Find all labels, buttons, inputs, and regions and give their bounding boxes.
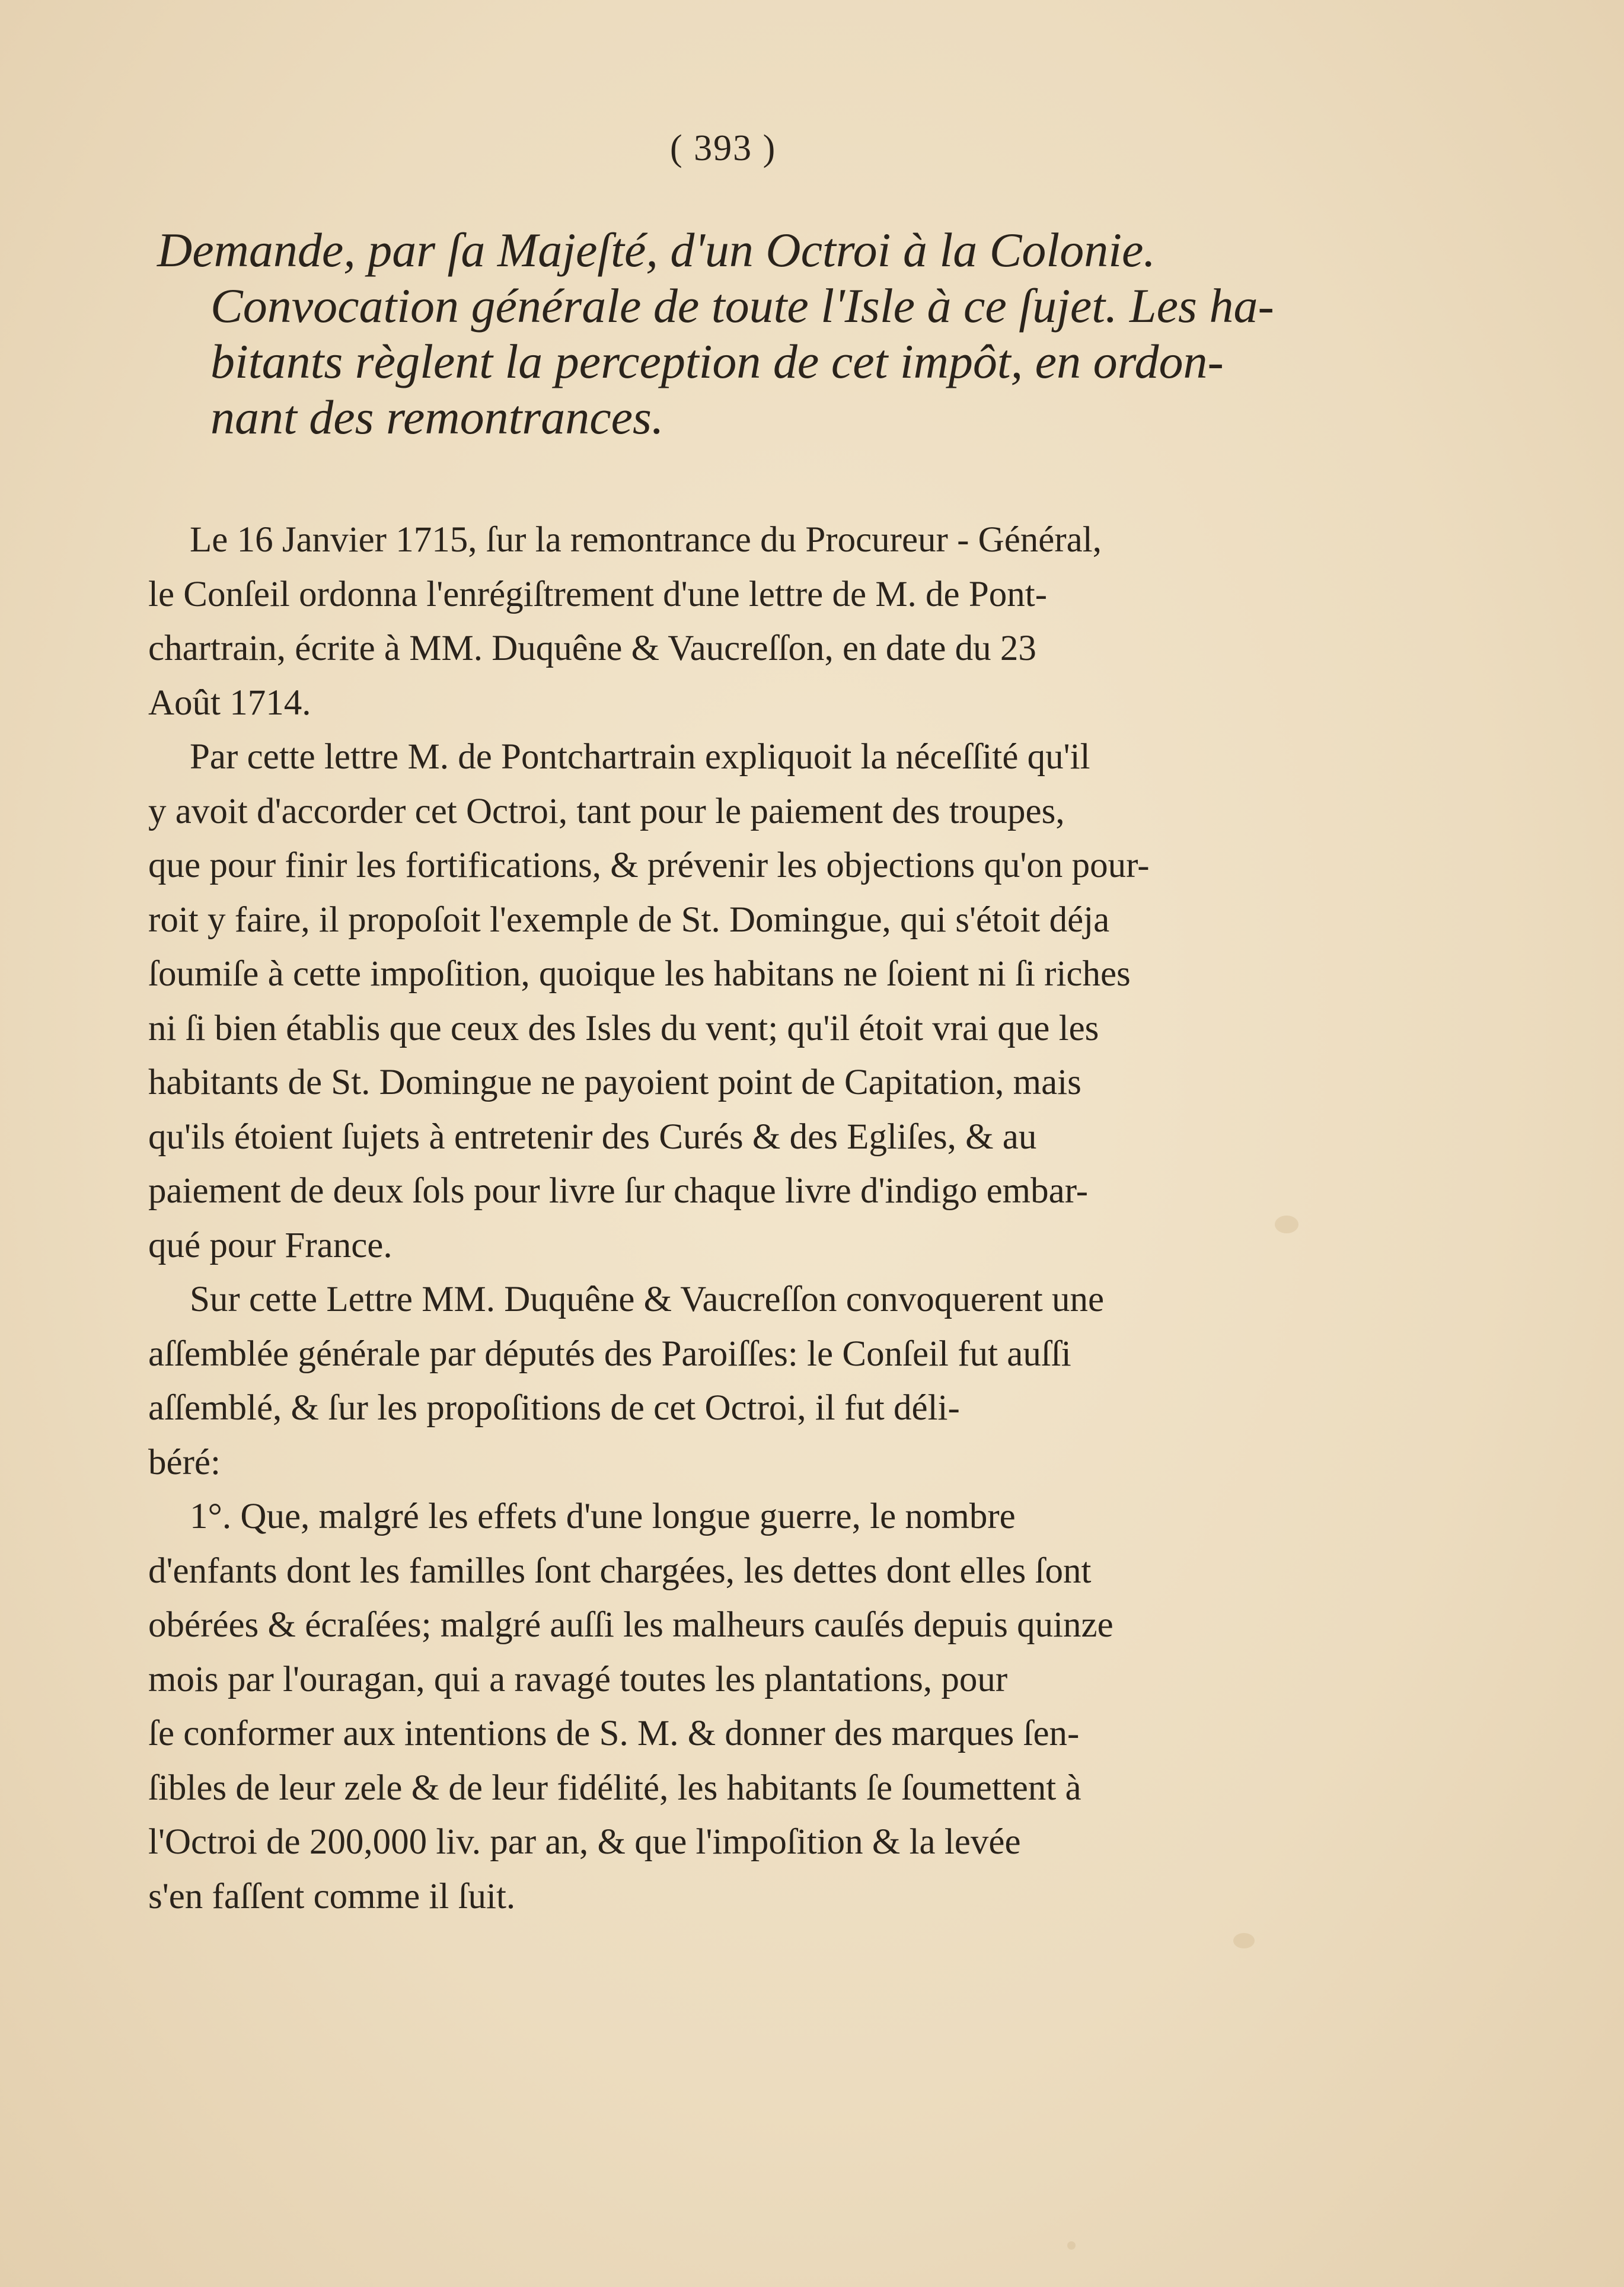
text-line: le Conſeil ordonna l'enrégiſtrement d'une lettre de M. de Pont- [148,574,1048,614]
text-line: y avoit d'accorder cet Octroi, tant pour le paiement des troupes, [148,791,1065,831]
text-line: habitants de St. Domingue ne payoient point de Capitation, mais [148,1063,1081,1102]
foxing-spot [1233,1933,1255,1948]
text-line: qu'ils étoient ſujets à entretenir des Curés & des Egliſes, & au [148,1117,1037,1157]
text-line: ſe conformer aux intentions de S. M. & donner des marques ſen- [148,1714,1080,1753]
text-line: obérées & écraſées; malgré auſſi les malheurs cauſés depuis quinze [148,1605,1113,1645]
text-line: Par cette lettre M. de Pontchartrain expliquoit la néceſſité qu'il [190,737,1090,777]
text-line: que pour finir les fortifications, & prévenir les objections qu'on pour- [148,846,1150,885]
heading-line: Convocation générale de toute l'Isle à ce ſujet. Les ha- [210,279,1274,333]
text-line: aſſemblée générale par députés des Paroiſſes: le Conſeil fut auſſi [148,1334,1071,1374]
text-line: Le 16 Janvier 1715, ſur la remontrance du Procureur - Général, [190,520,1102,560]
text-line: s'en faſſent comme il ſuit. [148,1876,516,1916]
text-line: Août 1714. [148,682,311,723]
text-line: roit y faire, il propoſoit l'exemple de St. Domingue, qui s'étoit déja [148,900,1110,940]
text-line: qué pour France. [148,1225,393,1265]
text-line: ni ſi bien établis que ceux des Isles du vent; qu'il étoit vrai que les [148,1008,1099,1048]
heading-line: nant des remontrances. [210,390,664,444]
chapter-heading [157,222,1349,445]
page-number: ( 393 ) [670,128,777,168]
text-line: mois par l'ouragan, qui a ravagé toutes les plantations, pour [148,1659,1008,1699]
text-line: béré: [148,1442,221,1482]
text-line: aſſemblé, & ſur les propoſitions de cet Octroi, il fut déli- [148,1388,960,1428]
text-line: l'Octroi de 200,000 liv. par an, & que l'impoſition & la levée [148,1822,1021,1862]
heading-line: Demande, par ſa Majeſté, d'un Octroi à la Colonie. [157,223,1156,277]
text-line: d'enfants dont les familles ſont chargées, les dettes dont elles ſont [148,1551,1092,1591]
text-line: paiement de deux ſols pour livre ſur chaque livre d'indigo embar- [148,1171,1089,1211]
foxing-spot [1067,2241,1076,2250]
body-text [148,513,1334,1924]
text-line: ſoumiſe à cette impoſition, quoique les habitans ne ſoient ni ſi riches [148,954,1131,994]
text-line: ſibles de leur zele & de leur fidélité, les habitants ſe ſoumettent à [148,1768,1081,1808]
heading-line: bitants règlent la perception de cet impôt, en ordon- [210,334,1224,388]
text-line: Sur cette Lettre MM. Duquêne & Vaucreſſon convoquerent une [190,1280,1105,1319]
text-line: chartrain, écrite à MM. Duquêne & Vaucreſſon, en date du 23 [148,629,1036,668]
text-line: 1°. Que, malgré les effets d'une longue guerre, le nombre [190,1497,1016,1536]
